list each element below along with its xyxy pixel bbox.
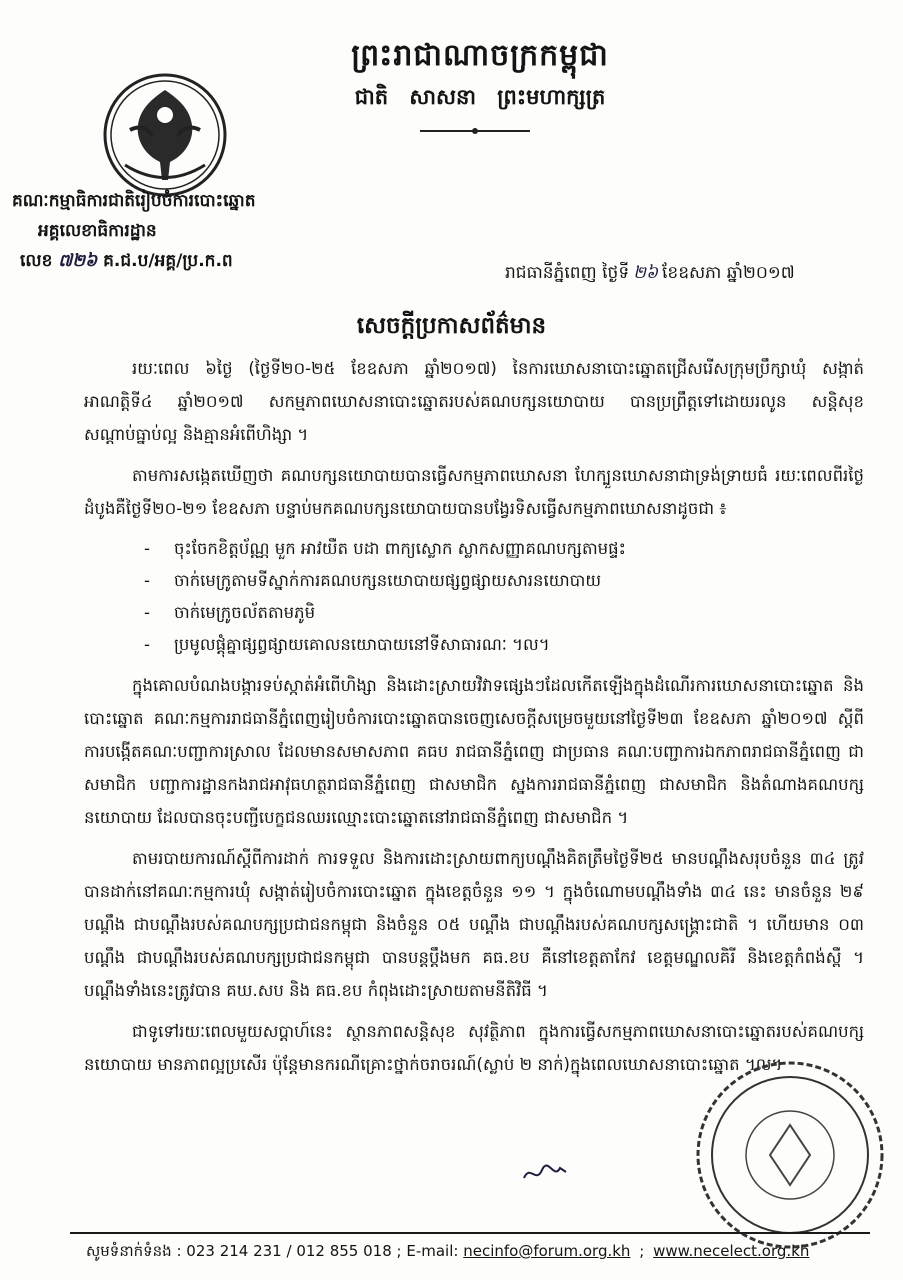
contact-label: សូមទំនាក់ទំនង : [86, 1242, 182, 1260]
campaign-activities-list [84, 533, 864, 661]
paragraph-command-committee: ក្នុងគោលបំណងបង្ការទប់ស្កាត់អំពើហិង្សា និងដោះស្រាយវិវាទផ្សេងៗដែលកើតឡើងក្នុងដំណើរការឃោសនាបោះឆ្នោត និងបោះឆ្នោត គណៈកម្មការរាជធានីភ្នំពេញរៀបចំការបោះឆ្នោតបានចេញសេចក្តីសម្រេចមួយនៅថ្ងៃទី២៣ ខែឧសភា ឆ្នាំ២០១៧ ស្តីពីការបង្កើតគណៈបញ្ជាការស្រាល ដែលមានសមាសភាព គធប រាជធានីភ្នំពេញ ជាប្រធាន គណៈបញ្ជាការឯកភាពរាជធានីភ្នំពេញ ជាសមាជិក បញ្ជាការដ្ឋានកងរាជអាវុធហត្ថរាជធានីភ្នំពេញ ជាសមាជិក ស្នងការរាជធានីភ្នំពេញ ជាសមាជិក និងតំណាងគណបក្សនយោបាយ ដែលបានចុះបញ្ជីបេក្ខជនឈរឈ្មោះបោះឆ្នោតនៅរាជធានីភ្នំពេញ ជាសមាជិក ។ [84, 676, 864, 827]
national-motto: ជាតិ សាសនា ព្រះមហាក្សត្រ [354, 85, 606, 109]
paragraph-campaign-period: រយៈពេល ៦ថ្ងៃ (ថ្ងៃទី២០-២៥ ខែឧសភា ឆ្នាំ២០១៧) នៃការឃោសនាបោះឆ្នោតជ្រើសរើសក្រុមប្រឹក្សាឃុំ សង្កាត់ អាណត្តិទី៤ ឆ្នាំ២០១៧ សកម្មភាពឃោសនាបោះឆ្នោតរបស់គណបក្សនយោបាយ បានប្រព្រឹត្តទៅដោយរលូន សន្តិសុខ សណ្តាប់ធ្នាប់ល្អ និងគ្មានអំពើហិង្សា ។ [84, 359, 864, 444]
ornament-divider-icon [420, 126, 530, 136]
date-handwritten: ២៦ [633, 263, 659, 283]
reference-handwritten: ៧២៦ [58, 251, 98, 271]
paragraph-summary: ជាទូទៅរយៈពេលមួយសប្តាហ៍នេះ ស្ថានភាពសន្តិសុខ សុវត្ថិភាព ក្នុងការធ្វើសកម្មភាពឃោសនាបោះឆ្នោតរបស់គណបក្សនយោបាយ មានភាពល្អប្រសើរ ប៉ុន្តែមានករណីគ្រោះថ្នាក់ចរាចរណ៍(ស្លាប់ ២ នាក់)ក្នុងពេលឃោសនាបោះឆ្នោត ។ល។ [84, 1022, 864, 1074]
official-seal-stamp-icon [690, 1055, 890, 1255]
list-item: - ចាក់មេក្រូចល័តតាមភូមិ [144, 597, 864, 629]
paragraph-complaints: តាមរបាយការណ៍ស្តីពីការដាក់ ការទទួល និងការដោះស្រាយពាក្យបណ្តឹងគិតត្រឹមថ្ងៃទី២៥ មានបណ្តឹងសរុបចំនួន ៣៤ ត្រូវបានដាក់នៅគណៈកម្មការឃុំ សង្កាត់រៀបចំការបោះឆ្នោត ក្នុងខេត្តចំនួន ១១ ។ ក្នុងចំណោមបណ្តឹងទាំង ៣៤ នេះ មានចំនួន ២៩ បណ្តឹង ជាបណ្តឹងរបស់គណបក្សប្រជាជនកម្ពុជា និងចំនួន ០៥ បណ្តឹង ជាបណ្តឹងរបស់គណបក្សសង្គ្រោះជាតិ ។ ហើយមាន ០៣ បណ្តឹង ជាបណ្តឹងរបស់គណបក្សប្រជាជនកម្ពុជា បានបន្តប្តឹងមក គធ.ខប គឺនៅខេត្តតាកែវ ខេត្តមណ្ឌលគិរី និងខេត្តកំពង់ស្ពឺ ។ បណ្តឹងទាំងនេះត្រូវបាន គឃ.សប និង គធ.ខប កំពុងដោះស្រាយតាមនីតិវិធី ។ [84, 849, 864, 1000]
list-item: - ប្រមូលផ្តុំគ្នាផ្សព្វផ្សាយគោលនយោបាយនៅទីសាធារណៈ ។ល។ [144, 629, 864, 661]
footer-divider [70, 1232, 870, 1234]
reference-number [20, 250, 233, 275]
reference-suffix: គ.ជ.ប/អគ្គ/ប្រ.ក.ព [103, 251, 233, 271]
date-suffix: ខែឧសភា ឆ្នាំ២០១៧ [662, 263, 795, 283]
list-item: - ចុះចែកខិត្តប័ណ្ណ មួក អាវយឺត បដា ពាក្យស្លោក ស្លាកសញ្ញាគណបក្សតាមផ្ទះ [144, 533, 864, 565]
phone-numbers: 023 214 231 / 012 855 018 ; [186, 1242, 402, 1260]
footer-contact [86, 1242, 809, 1264]
document-date [505, 262, 795, 287]
organization-name: គណៈកម្មាធិការជាតិរៀបចំការបោះឆ្នោត [12, 191, 256, 211]
email-label: E-mail: [406, 1242, 459, 1260]
date-prefix: រាជធានីភ្នំពេញ ថ្ងៃទី [505, 263, 630, 283]
secretariat-name: អគ្គលេខាធិការដ្ឋាន [38, 221, 157, 241]
signature-mark-icon [520, 1160, 570, 1186]
document-body [84, 352, 864, 1089]
nec-emblem-icon [100, 70, 230, 200]
document-title: សេចក្តីប្រកាសព័ត៌មាន [356, 313, 547, 339]
kingdom-heading: ព្រះរាជាណាចក្រកម្ពុជា [351, 38, 609, 73]
footer-separator: ; [639, 1242, 645, 1260]
email-link[interactable]: necinfo@forum.org.kh [463, 1242, 631, 1260]
list-item: - ចាក់មេក្រូតាមទីស្នាក់ការគណបក្សនយោបាយផ្សព្វផ្សាយសារនយោបាយ [144, 565, 864, 597]
paragraph-observations: តាមការសង្កេតឃើញថា គណបក្សនយោបាយបានធ្វើសកម្មភាពឃោសនា ហែក្បួនឃោសនាជាទ្រង់ទ្រាយធំ រយៈពេលពីរថ្ងៃដំបូងគឺថ្ងៃទី២០-២១ ខែឧសភា បន្ទាប់មកគណបក្សនយោបាយបានបង្វែរទិសធ្វើសកម្មភាពឃោសនាដូចជា ៖ [84, 466, 864, 518]
reference-prefix: លេខ [20, 251, 53, 271]
website-link[interactable]: www.necelect.org.kh [653, 1242, 810, 1260]
